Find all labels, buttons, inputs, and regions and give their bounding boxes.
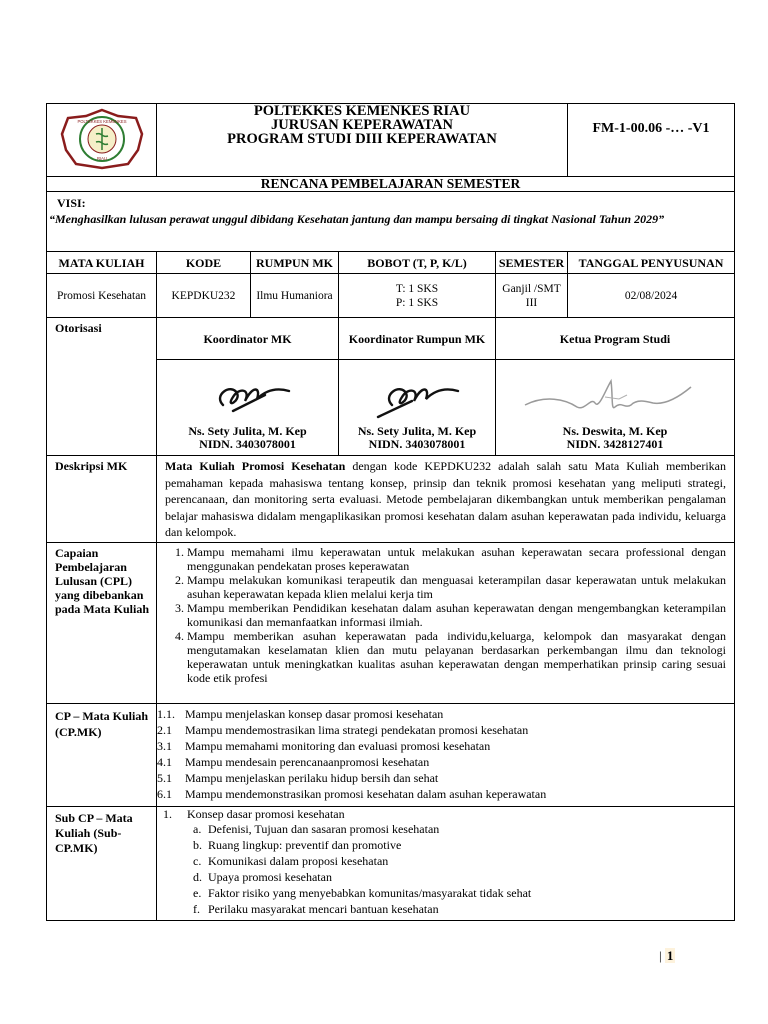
header-titles — [157, 104, 568, 177]
weight-practice: P: 1 SKS — [395, 296, 439, 309]
signer-2-name: Ns. Sety Julita, M. Kep — [357, 424, 477, 438]
signature-block-1 — [157, 360, 339, 456]
list-item: 2. Mampu melakukan komunikasi terapeutik dan menguasai keterampilan dasar keperawatan untuk melakukan asuhan keperawatan kepada klien melalui kerja tim — [187, 573, 726, 601]
signature-block-3 — [496, 360, 735, 456]
col-header-weight: BOBOT (T, P, K/L) — [339, 252, 496, 274]
item-number: 2.1 — [157, 723, 172, 737]
cpl-list — [165, 545, 726, 685]
role-cluster-coordinator: Koordinator Rumpun MK — [339, 318, 496, 360]
institution-name: POLTEKKES KEMENKES RIAU — [253, 103, 471, 119]
course-weight — [339, 274, 496, 318]
signature-image — [372, 375, 462, 419]
course-semester: Ganjil /SMT III — [496, 274, 568, 318]
list-item — [193, 869, 734, 885]
logo-cell — [47, 104, 157, 177]
item-letter: f. — [193, 902, 200, 916]
item-letter: c. — [193, 854, 202, 868]
signer-1-nidn: NIDN. 3403078001 — [199, 437, 296, 451]
description-label: Deskripsi MK — [47, 456, 157, 543]
institution-logo — [58, 108, 146, 170]
authorization-label: Otorisasi — [47, 318, 157, 456]
item-number: 1. — [163, 807, 172, 821]
sub-cpmk-list — [161, 821, 734, 917]
item-number: 3.1 — [157, 739, 172, 753]
col-header-semester: SEMESTER — [496, 252, 568, 274]
vision-text: “Menghasilkan lulusan perawat unggul dibidang Kesehatan jantung dan mampu bersaing di tingkat Nasional Tahun 2029” — [49, 212, 665, 226]
col-header-code: KODE — [157, 252, 251, 274]
signer-3-nidn: NIDN. 3428127401 — [566, 437, 664, 451]
course-cluster: Ilmu Humaniora — [251, 274, 339, 318]
item-letter: d. — [193, 870, 202, 884]
course-date: 02/08/2024 — [568, 274, 735, 318]
rps-table — [46, 103, 735, 921]
list-item — [157, 722, 734, 738]
list-item — [193, 853, 734, 869]
item-letter: b. — [193, 838, 202, 852]
page-number-value: 1 — [666, 948, 674, 963]
item-text: Mampu mendemostrasikan lima strategi pendekatan promosi kesehatan — [185, 723, 529, 737]
logo-text-bottom: RIAU — [96, 155, 107, 161]
item-number: 6.1 — [157, 787, 172, 801]
cpl-label: Capaian Pembelajaran Lulusan (CPL) yang dibebankan pada Mata Kuliah — [47, 543, 157, 704]
program-name: PROGRAM STUDI DIII KEPERAWATAN — [227, 131, 497, 147]
vision-cell — [47, 192, 735, 252]
role-program-head: Ketua Program Studi — [496, 318, 735, 360]
description-lead: Mata Kuliah Promosi Kesehatan — [165, 459, 346, 473]
sub-cpmk-title: Konsep dasar promosi kesehatan — [187, 807, 345, 821]
list-item — [157, 786, 734, 802]
col-header-course: MATA KULIAH — [47, 252, 157, 274]
item-text: Mampu mendemonstrasikan promosi kesehatan dalam asuhan keperawatan — [185, 787, 547, 801]
item-text: Mampu memahami monitoring dan evaluasi promosi kesehatan — [185, 739, 491, 753]
signature-image — [203, 375, 293, 419]
signer-3-name: Ns. Deswita, M. Kep — [562, 424, 668, 438]
item-letter: e. — [193, 886, 202, 900]
description-cell — [157, 456, 735, 543]
list-item — [157, 706, 734, 722]
list-item — [193, 821, 734, 837]
item-text: Perilaku masyarakat mencari bantuan kesehatan — [208, 902, 439, 916]
cpmk-cell — [157, 704, 735, 807]
role-course-coordinator: Koordinator MK — [157, 318, 339, 360]
list-item — [157, 738, 734, 754]
list-item — [157, 754, 734, 770]
list-item — [193, 901, 734, 917]
item-text: Mampu menjelaskan perilaku hidup bersih dan sehat — [185, 771, 439, 785]
page-separator: | — [659, 948, 662, 963]
item-number: 5.1 — [157, 771, 172, 785]
list-item — [193, 885, 734, 901]
document-title: RENCANA PEMBELAJARAN SEMESTER — [47, 177, 735, 192]
list-item: 4. Mampu memberikan asuhan keperawatan pada individu,keluarga, kelompok dan masyarakat dengan mengutamakan keselamatan klien dan mutu pelayanan berdasarkan perkembangan ilmu dan teknologi keperawatan untuk meningkatkan kualitas asuhan keperawatan dengan memperhatikan prinsip caring sesuai kode etik profesi — [187, 629, 726, 685]
item-text: Upaya promosi kesehatan — [208, 870, 332, 884]
item-text: Mampu mendesain perencanaanpromosi kesehatan — [185, 755, 430, 769]
course-code: KEPDKU232 — [157, 274, 251, 318]
signer-1-name: Ns. Sety Julita, M. Kep — [188, 424, 307, 438]
vision-label: VISI: — [57, 196, 86, 210]
description-text: dengan kode KEPDKU232 adalah salah satu Mata Kuliah memberikan pemahaman kepada mahasiswa tentang konsep, prinsip dan teknik promosi kesehatan yang meliputi strategi, perencanaan, dan monitoring serta evaluasi. Metode pembelajaran dikembangkan untuk memberikan pengalaman belajar mahasiswa didalam mengaplikasikan promosi kesehatan dalam asuhan keperawatan pada individu, keluarga dan kelompok. — [165, 459, 727, 539]
sub-cpmk-heading — [161, 807, 734, 821]
sub-cpmk-cell — [157, 807, 735, 921]
weight-theory: T: 1 SKS — [395, 282, 439, 295]
list-item: 3. Mampu memberikan Pendidikan kesehatan dalam asuhan keperawatan dengan mengembangkan keterampilan komunikasi dan memanfaatkan informasi ilmiah. — [187, 601, 726, 629]
item-text: Komunikasi dalam proposi kesehatan — [208, 854, 389, 868]
course-name: Promosi Kesehatan — [47, 274, 157, 318]
cpl-cell — [157, 543, 735, 704]
item-text: Defenisi, Tujuan dan sasaran promosi kesehatan — [208, 822, 440, 836]
col-header-cluster: RUMPUN MK — [251, 252, 339, 274]
item-text: Ruang lingkup: preventif dan promotive — [208, 838, 402, 852]
col-header-date: TANGGAL PENYUSUNAN — [568, 252, 735, 274]
list-item — [157, 770, 734, 786]
item-text: Mampu menjelaskan konsep dasar promosi kesehatan — [185, 707, 444, 721]
cpmk-label: CP – Mata Kuliah (CP.MK) — [47, 704, 157, 807]
document-number: FM-1-00.06 -… -V1 — [568, 104, 735, 177]
list-item — [193, 837, 734, 853]
signer-2-nidn: NIDN. 3403078001 — [368, 437, 466, 451]
signature-image — [515, 377, 715, 421]
item-text: Faktor risiko yang menyebabkan komunitas/masyarakat tidak sehat — [208, 886, 532, 900]
department-name: JURUSAN KEPERAWATAN — [271, 117, 453, 133]
item-letter: a. — [193, 822, 202, 836]
item-number: 4.1 — [157, 755, 172, 769]
sub-cpmk-label: Sub CP – Mata Kuliah (Sub-CP.MK) — [47, 807, 157, 921]
signature-block-2 — [339, 360, 496, 456]
item-number: 1.1. — [157, 707, 175, 721]
page-number — [659, 948, 675, 964]
logo-text-top: POLTEKKES KEMENKES — [76, 118, 127, 124]
list-item: 1. Mampu memahami ilmu keperawatan untuk melakukan asuhan keperawatan secara professional dengan menggunakan pendekatan proses keperawatan — [187, 545, 726, 573]
